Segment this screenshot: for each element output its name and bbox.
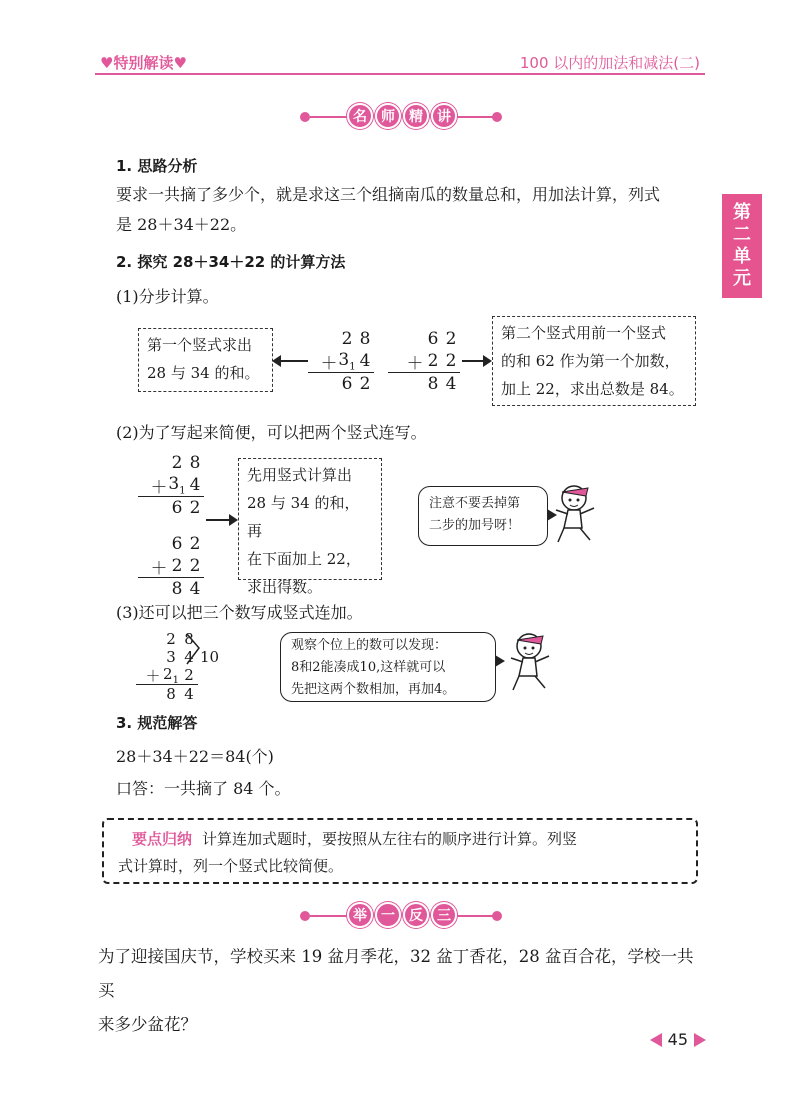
key-points-tag: 要点归纳 — [132, 830, 193, 848]
section-2-step1: (1)分步计算。 — [116, 287, 219, 306]
arrow-right — [206, 519, 236, 521]
section-2-step2: (2)为了写起来简便，可以把两个竖式连写。 — [116, 423, 427, 442]
exercise-line1: 为了迎接国庆节，学校买来 19 盆月季花，32 盆丁香花，28 盆百合花，学校一共买 — [98, 947, 694, 1000]
banner-char: 精 — [403, 103, 429, 129]
vertical-calc-1: 2 8 ＋ $3_1$ 4 6 2 — [308, 328, 374, 395]
middle-note-line3: 在下面加上 22， — [247, 550, 361, 568]
left-note-line1: 第一个竖式求出 — [147, 336, 253, 354]
banner-dot — [300, 911, 310, 921]
banner-char: 三 — [431, 902, 457, 928]
banner-juyi — [0, 902, 800, 930]
prev-triangle-icon — [650, 1033, 662, 1047]
middle-note-box — [238, 458, 382, 596]
next-triangle-icon — [694, 1033, 706, 1047]
section-1-line2: 是 28＋34＋22。 — [116, 215, 247, 234]
cartoon-kid-icon — [505, 628, 557, 700]
left-note-box — [138, 328, 273, 392]
header-right-title: 100 以内的加法和减法(二) — [519, 54, 700, 72]
banner-dot — [492, 112, 502, 122]
banner-dot — [492, 911, 502, 921]
speech-bubble-2 — [280, 632, 496, 702]
side-tab-char: 第 — [733, 202, 751, 223]
page-number — [650, 1030, 706, 1049]
section-2-title: 2. 探究 28＋34＋22 的计算方法 — [116, 253, 346, 271]
page-number-text: 45 — [667, 1030, 688, 1049]
banner-line — [310, 915, 350, 917]
section-3-title: 3. 规范解答 — [116, 714, 198, 732]
banner-line — [310, 116, 350, 118]
banner-chars — [347, 902, 457, 928]
banner-char: 一 — [375, 902, 401, 928]
right-note-line2: 的和 62 作为第一个加数， — [501, 352, 680, 370]
header-divider — [95, 73, 705, 75]
right-note-box — [492, 316, 696, 406]
sum-ten-label: 10 — [200, 648, 220, 666]
side-tab-char: 二 — [733, 224, 751, 245]
unit-side-tab — [722, 194, 762, 298]
middle-note-line2: 28 与 34 的和，再 — [247, 494, 360, 540]
header-left-text: 特别解读 — [113, 54, 174, 72]
vertical-calc-three: 2 8 3 4 ＋ $2_1$ 2 8 4 — [136, 630, 198, 703]
key-points-line1: 计算连加式题时，要按照从左往右的顺序进行计算。列竖 — [202, 830, 578, 848]
banner-chars — [347, 103, 457, 129]
bubble-1-line2: 二步的加号呀！ — [429, 518, 521, 533]
section-1-text — [116, 180, 660, 240]
banner-line — [457, 915, 497, 917]
vertical-calc-2: 6 2 ＋ 2 2 8 4 — [388, 328, 460, 395]
key-points-line2: 式计算时，列一个竖式比较简便。 — [118, 857, 344, 875]
section-1-line1: 要求一共摘了多少个，就是求这三个组摘南瓜的数量总和，用加法计算，列式 — [116, 185, 661, 204]
section-3-answer: 口答：一共摘了 84 个。 — [116, 779, 291, 798]
exercise-text — [98, 940, 708, 1042]
section-3-equation: 28＋34＋22＝84(个) — [116, 747, 274, 766]
banner-char: 反 — [403, 902, 429, 928]
section-1-title: 1. 思路分析 — [116, 157, 198, 175]
banner-line — [457, 116, 497, 118]
side-tab-char: 元 — [733, 268, 751, 289]
arrow-right — [462, 360, 490, 362]
bubble-2-line1: 观察个位上的数可以发现： — [291, 638, 448, 653]
header-left-title — [100, 52, 187, 73]
right-note-line1: 第二个竖式用前一个竖式 — [501, 324, 667, 342]
bubble-2-line3: 先把这两个数相加，再加4。 — [291, 682, 456, 697]
arrow-left — [274, 360, 308, 362]
right-note-line3: 加上 22，求出总数是 84。 — [501, 380, 684, 398]
side-tab-char: 单 — [733, 246, 751, 267]
cartoon-kid-icon — [552, 480, 602, 550]
exercise-line2: 来多少盆花？ — [98, 1015, 197, 1034]
speech-bubble-1 — [418, 486, 548, 546]
heart-icon: ♥ — [173, 54, 187, 72]
banner-char: 讲 — [431, 103, 457, 129]
banner-char: 名 — [347, 103, 373, 129]
banner-char: 师 — [375, 103, 401, 129]
middle-note-line1: 先用竖式计算出 — [247, 466, 353, 484]
bubble-2-line2: 8和2能凑成10,这样就可以 — [291, 660, 446, 675]
left-note-line2: 28 与 34 的和。 — [147, 364, 260, 382]
section-2-step3: (3)还可以把三个数写成竖式连加。 — [116, 603, 363, 622]
banner-dot — [300, 112, 310, 122]
banner-char: 举 — [347, 902, 373, 928]
vertical-calc-combined: 2 8 ＋ $3_1$ 4 6 2 6 2 ＋ 2 2 8 4 — [138, 452, 204, 600]
heart-icon: ♥ — [100, 54, 114, 72]
bubble-1-line1: 注意不要丢掉第 — [429, 496, 521, 511]
banner-mingshi — [0, 103, 800, 131]
middle-note-line4: 求出得数。 — [247, 578, 323, 596]
key-points-box — [102, 818, 698, 884]
